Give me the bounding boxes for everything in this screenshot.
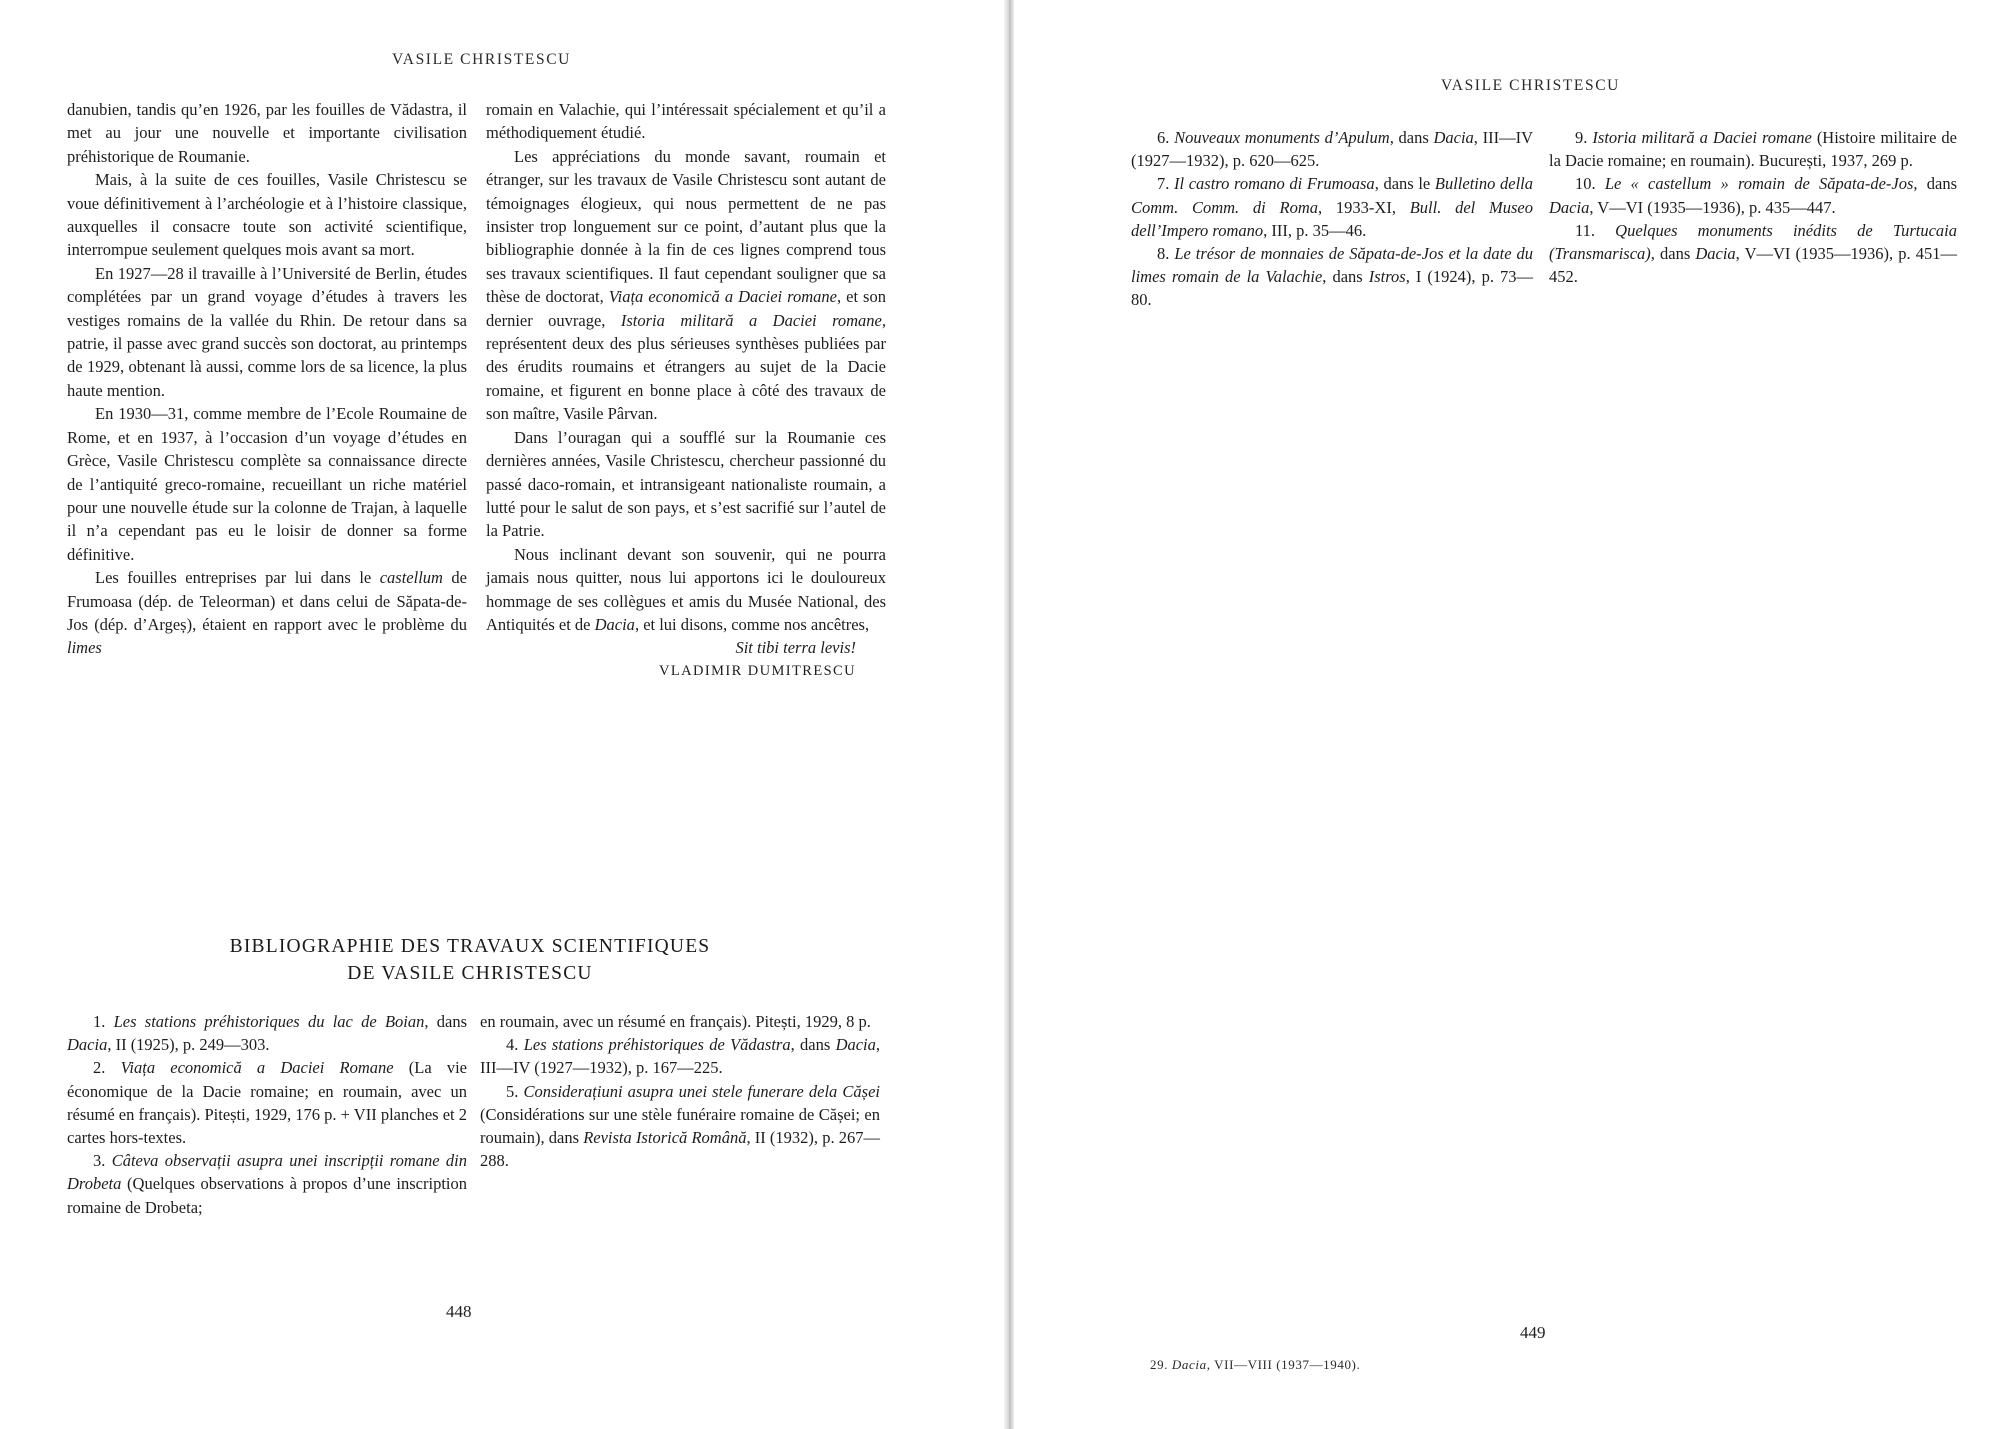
text-column-1 (67, 98, 467, 660)
page-number: 449 (1520, 1323, 1546, 1342)
bibliography-entry: 4. Les stations préhistoriques de Vădastra, dans Dacia, III—IV (1927—1932), p. 167—225. (480, 1035, 881, 1078)
running-head: VASILE CHRISTESCU (1441, 77, 1620, 94)
paragraph: Les appréciations du monde savant, roumain et étranger, sur les travaux de Vasile Christescu sont autant de témoignages élogieux, qui nous permettent de ne pas insister trop longuement sur ce point, d’autant plus que la bibliographie donnée à la fin de ces lignes comprend tous ses travaux scientifiques. Il faut cependant souligner que sa thèse de doctorat, Viața economică a Daciei romane, et son dernier ouvrage, Istoria militară a Daciei romane, représentent deux des plus sérieuses synthèses publiées par des érudits roumains et étrangers au sujet de la Dacie romaine, et figurent en bonne place à côté des travaux de son maître, Vasile Pârvan. (486, 146, 886, 424)
signature-footnote: 29. Dacia, VII—VIII (1937—1940). (1150, 1357, 1361, 1372)
bibliography-entry: 1. Les stations préhistoriques du lac de Boian, dans Dacia, II (1925), p. 249—303. (67, 1012, 467, 1055)
bibliography-column-4 (1549, 126, 1957, 288)
bibliography-entry: 10. Le « castellum » romain de Săpata-de-Jos, dans Dacia, V—VI (1935—1936), p. 435—447. (1549, 174, 1957, 217)
bibliography-entry: 6. Nouveaux monuments d’Apulum, dans Dacia, III—IV (1927—1932), p. 620—625. (1131, 128, 1533, 171)
latin-phrase: Sit tibi terra levis! (735, 638, 856, 658)
bibliography-entry: 8. Le trésor de monnaies de Săpata-de-Jos et la date du limes romain de la Valachie, dans Istros, I (1924), p. 73—80. (1131, 244, 1534, 310)
bibliography-entry: 9. Istoria militară a Daciei romane (Histoire militaire de la Dacie romaine; en roumain). București, 1937, 269 p. (1549, 128, 1958, 171)
paragraph: Dans l’ouragan qui a soufflé sur la Roumanie ces dernières années, Vasile Christescu, chercheur passionné du passé daco-romain, et intransigeant nationaliste roumain, a lutté pour le salut de son pays, et s’est sacrifié sur l’autel de la Patrie. (486, 427, 886, 541)
text-column-2 (486, 98, 886, 683)
paragraph: En 1927—28 il travaille à l’Université de Berlin, études complétées par un grand voyage d’études à travers les vestiges romains de la vallée du Rhin. De retour dans sa patrie, il passe avec grand succès son doctorat, au printemps de 1929, obtenant là aussi, comme lors de sa licence, la plus haute mention. (67, 263, 467, 400)
bibliography-column-3 (1131, 126, 1533, 312)
bibliography-entry: 3. Câteva observații asupra unei inscripții romane din Drobeta (Quelques observations à propos d’une inscription romaine de Drobeta; (67, 1151, 467, 1217)
running-head: VASILE CHRISTESCU (392, 51, 571, 68)
paragraph: En 1930—31, comme membre de l’Ecole Roumaine de Rome, et en 1937, à l’occasion d’un voyage d’études en Grèce, Vasile Christescu complète sa connaissance directe de l’antiquité greco-romaine, recueillant un riche matériel pour une nouvelle étude sur la colonne de Trajan, à laquelle il n’a cependant pas eu le loisir de donner sa forme définitive. (67, 404, 467, 564)
bibliography-column-2 (480, 1010, 880, 1172)
paragraph: romain en Valachie, qui l’intéressait spécialement et qu’il a méthodiquement étudié. (486, 100, 886, 143)
page-number: 448 (446, 1302, 472, 1321)
right-page (1014, 0, 2000, 1429)
paragraph: Les fouilles entreprises par lui dans le castellum de Frumoasa (dép. de Teleorman) et dans celui de Săpata-de-Jos (dép. d’Argeș), étaient en rapport avec le problème du limes (67, 568, 467, 658)
bibliography-column-1 (67, 1010, 467, 1219)
bibliography-entry: 2. Viața economică a Daciei Romane (La vie économique de la Dacie romaine; en roumain, avec un résumé en français). Pitești, 1929, 176 p. + VII planches et 2 cartes hors-textes. (67, 1058, 468, 1148)
bibliography-entry: en roumain, avec un résumé en français). Pitești, 1929, 8 p. (480, 1012, 871, 1031)
book-gutter (1004, 0, 1014, 1429)
paragraph: danubien, tandis qu’en 1926, par les fouilles de Vădastra, il met au jour une nouvelle et importante civilisation préhistorique de Roumanie. (67, 100, 467, 166)
bibliography-entry: 11. Quelques monuments inédits de Turtucaia (Transmarisca), dans Dacia, V—VI (1935—1936), p. 451—452. (1549, 220, 1958, 287)
paragraph: Mais, à la suite de ces fouilles, Vasile Christescu se voue définitivement à l’archéologie et à l’histoire classique, auxquelles il consacre toute son activité scientifique, interrompue seulement quelques mois avant sa mort. (67, 170, 467, 260)
paragraph: Nous inclinant devant son souvenir, qui ne pourra jamais nous quitter, nous lui apportons ici le douloureux hommage de ses collègues et amis du Musée National, des Antiquités et de Dacia, et lui disons, comme nos ancêtres, (486, 544, 886, 634)
bibliography-heading: BIBLIOGRAPHIE DES TRAVAUX SCIENTIFIQUES DE VASILE CHRISTESCU (229, 936, 711, 984)
signature: VLADIMIR DUMITRESCU (659, 662, 856, 679)
bibliography-entry: 5. Considerațiuni asupra unei stele funerare dela Cășei (Considérations sur une stèle funéraire romaine de Cășei; en roumain), dans Revista Istorică Română, II (1932), p. 267—288. (480, 1081, 881, 1171)
bibliography-entry: 7. Il castro romano di Frumoasa, dans le Bulletino della Comm. Comm. di Roma, 1933-XI, Bull. del Museo dell’Impero romano, III, p. 35—46. (1131, 174, 1534, 240)
